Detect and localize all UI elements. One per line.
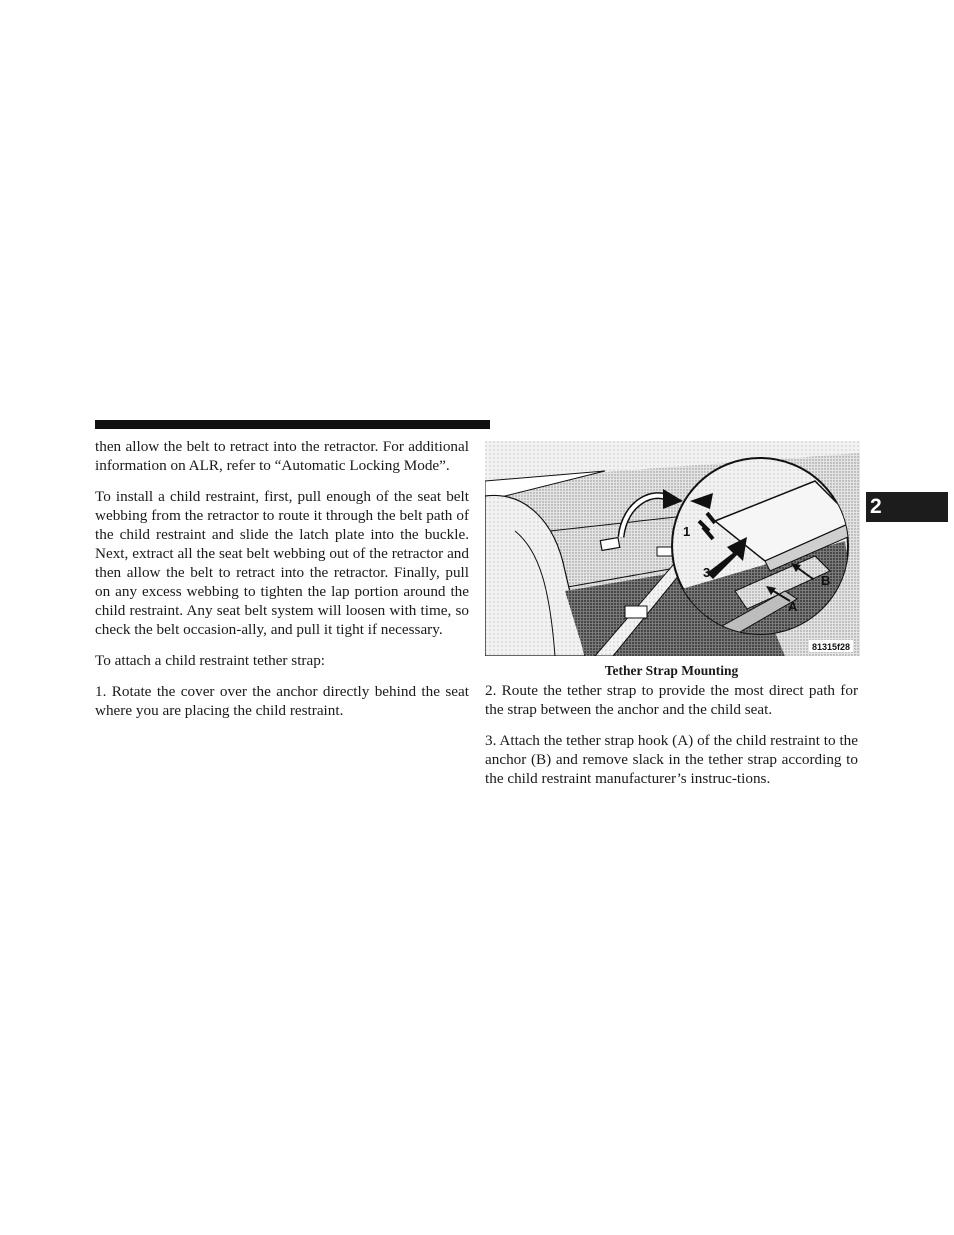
paragraph-tether-intro: To attach a child restraint tether strap:: [95, 652, 326, 669]
section-rule: [95, 420, 490, 429]
left-column: [95, 437, 469, 732]
figure-caption: Tether Strap Mounting: [604, 663, 739, 678]
tether-strap-illustration: [485, 441, 860, 656]
callout-3: 3: [703, 565, 711, 580]
paragraph-install-child-restraint: To install a child restraint, first, pull enough of the seat belt webbing from the retractor to route it through the belt path of the child restraint and slide the latch plate into the buckle. Next, extract all the seat belt webbing out of the retractor and then allow the belt to retract into the retractor. Finally, pull on any excess webbing to tighten the lap portion around the child restraint. Any seat belt system will loosen with time, so check the belt occasion-ally, and pull it tight if necessary.: [95, 488, 469, 638]
callout-b: B: [821, 573, 831, 588]
right-column: [485, 681, 858, 800]
callout-a: A: [788, 599, 798, 614]
paragraph-step-2: 2. Route the tether strap to provide the most direct path for the strap between the anchor and the child seat.: [485, 682, 858, 718]
chapter-tab: 2: [866, 492, 948, 522]
figure-code: 81315f28: [812, 642, 851, 652]
paragraph-alr-continuation: then allow the belt to retract into the retractor. For additional information on ALR, refer to “Automatic Locking Mode”.: [95, 438, 469, 474]
callout-1: 1: [683, 524, 691, 539]
paragraph-step-3: 3. Attach the tether strap hook (A) of the child restraint to the anchor (B) and remove slack in the tether strap according to the child restraint manufacturer’s instruc-tions.: [485, 732, 858, 787]
paragraph-step-1: 1. Rotate the cover over the anchor directly behind the seat where you are placing the child restraint.: [95, 683, 469, 719]
